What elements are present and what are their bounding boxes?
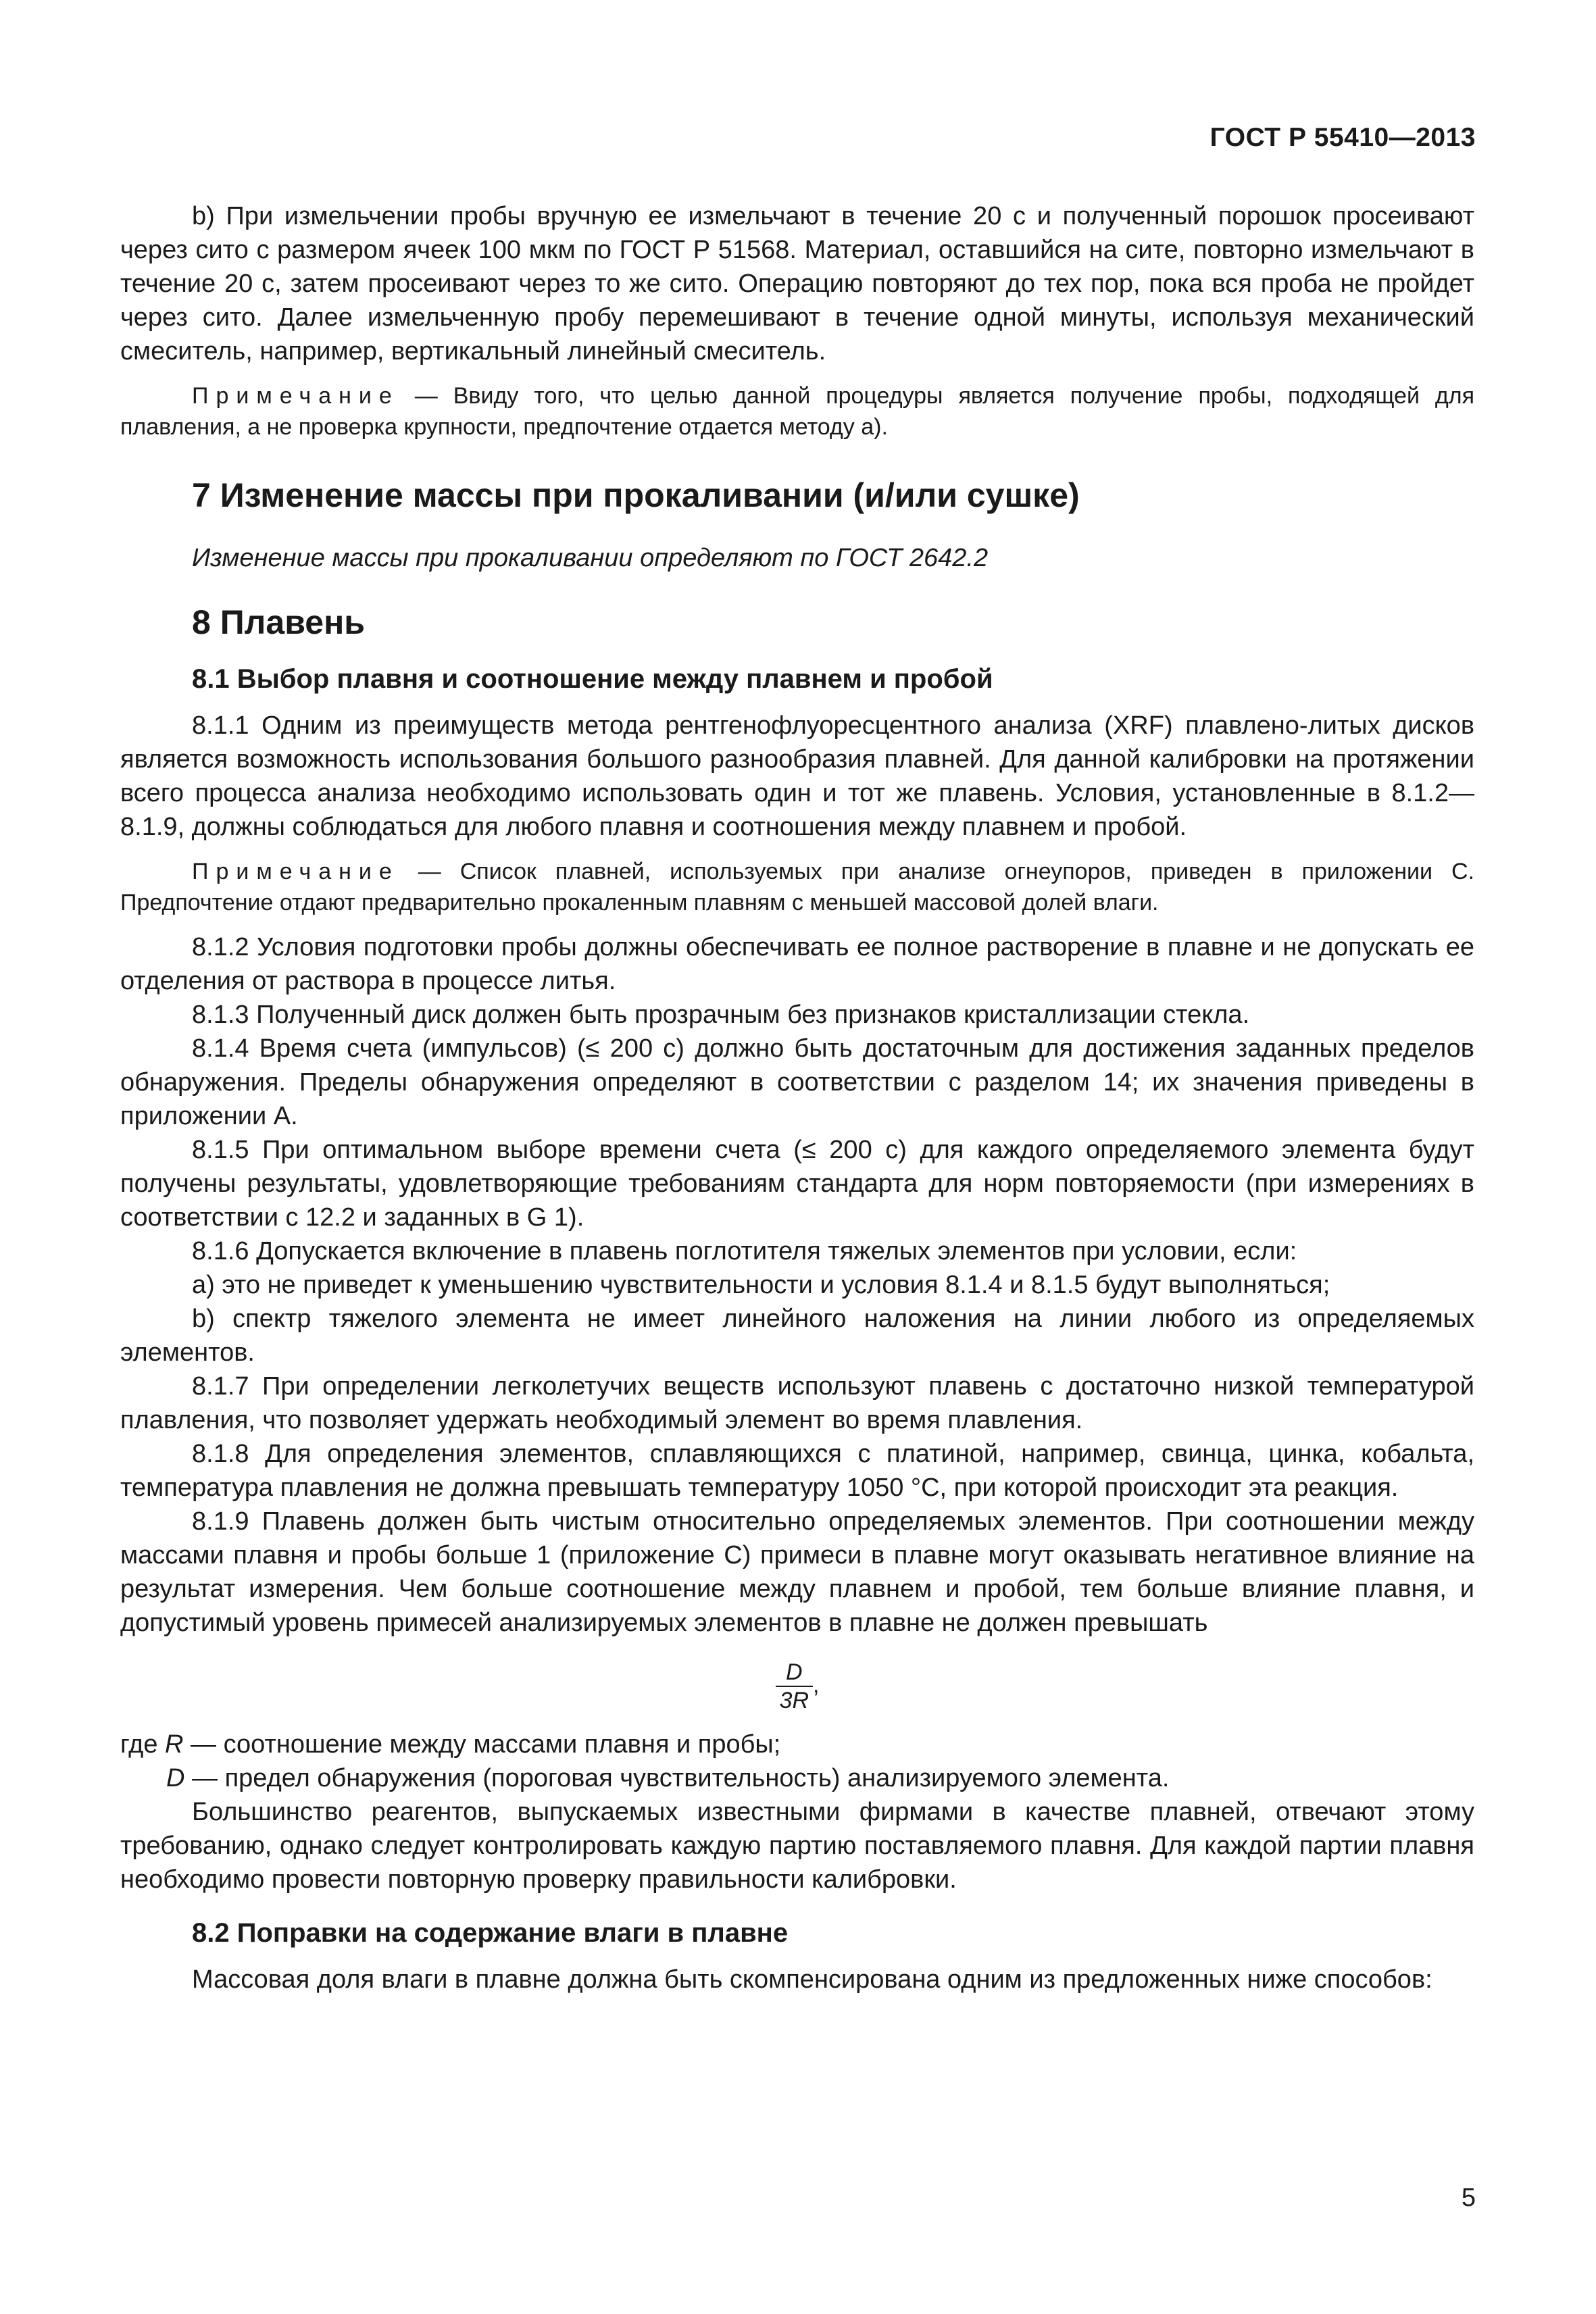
where-d-line: [120, 1761, 1474, 1795]
paragraph-8-1-6-a: а) это не приведет к уменьшению чувствительности и условия 8.1.4 и 8.1.5 будут выполняться;: [192, 1271, 1330, 1299]
subsection-8-1-title: 8.1 Выбор плавня и соотношение между плавнем и пробой: [192, 664, 993, 694]
section-7-text: Изменение массы при прокаливании определяют по ГОСТ 2642.2: [192, 544, 989, 572]
paragraph-8-1-9: 8.1.9 Плавень должен быть чистым относительно определяемых элементов. При соотношении между массами плавня и пробы больше 1 (приложение С) примеси в плавне могут оказывать негативное влияние на результат измерения. Чем больше соотношение между плавнем и пробой, тем больше влияние плавня, и допустимый уровень примесей анализируемых элементов в плавне не должен превышать: [120, 1507, 1474, 1637]
paragraph-b: b) При измельчении пробы вручную ее измельчают в течение 20 с и полученный порошок просеивают через сито с размером ячеек 100 мкм по ГОСТ Р 51568. Материал, оставшийся на сите, повторно измельчают в течение 20 с, затем просеивают через то же сито. Операцию повторяют до тех пор, пока вся проба не пройдет через сито. Далее измельченную пробу перемешивают в течение одной минуты, используя механический смеситель, например, вертикальный линейный смеситель.: [120, 202, 1474, 366]
formula-denominator: 3R: [779, 1688, 809, 1713]
formula-fraction: [776, 1659, 813, 1714]
note-label: Примечание: [192, 383, 399, 409]
note-1: [120, 380, 1474, 443]
paragraph-8-1-3: 8.1.3 Полученный диск должен быть прозрачным без признаков кристаллизации стекла.: [192, 1001, 1250, 1029]
paragraph-8-1-8: 8.1.8 Для определения элементов, сплавляющихся с платиной, например, свинца, цинка, кобальта, температура плавления не должна превышать температуру 1050 °С, при которой происходит эта реакция.: [120, 1440, 1474, 1502]
note-text: — Список плавней, используемых при анализе огнеупоров, приведен в приложении С. Предпочтение отдают предварительно прокаленным плавням с меньшей массовой долей влаги.: [120, 859, 1474, 915]
formula-numerator: D: [776, 1659, 813, 1687]
symbol-d: D: [166, 1764, 185, 1792]
where-d-text: — предел обнаружения (пороговая чувствительность) анализируемого элемента.: [184, 1764, 1170, 1792]
page-number: 5: [1461, 2184, 1476, 2212]
document-body: [120, 199, 1474, 1996]
where-prefix: где: [120, 1730, 166, 1759]
paragraph-8-1-6-b: b) спектр тяжелого элемента не имеет линейного наложения на линии любого из определяемых элементов.: [120, 1305, 1474, 1367]
paragraph-8-1-1: 8.1.1 Одним из преимуществ метода рентгенофлуоресцентного анализа (XRF) плавлено-литых дисков является возможность использования большого разнообразия плавней. Для данной калибровки на протяжении всего процесса анализа необходимо использовать один и тот же плавень. Условия, установленные в 8.1.2—8.1.9, должны соблюдаться для любого плавня и соотношения между плавнем и пробой.: [120, 711, 1474, 841]
note-text: — Ввиду того, что целью данной процедуры является получение пробы, подходящей для плавления, а не проверка крупности, предпочтение отдается методу а).: [120, 383, 1474, 440]
paragraph-reagents: Большинство реагентов, выпускаемых известными фирмами в качестве плавней, отвечают этому требованию, однако следует контролировать каждую партию поставляемого плавня. Для каждой партии плавня необходимо провести повторную проверку правильности калибровки.: [120, 1798, 1474, 1894]
symbol-r: R: [165, 1730, 184, 1759]
paragraph-8-1-7: 8.1.7 При определении легколетучих веществ используют плавень с достаточно низкой температурой плавления, что позволяет удержать необходимый элемент во время плавления.: [120, 1372, 1474, 1434]
paragraph-8-1-5: 8.1.5 При оптимальном выборе времени счета (≤ 200 с) для каждого определяемого элемента будут получены результаты, удовлетворяющие требованиям стандарта для норм повторяемости (при измерениях в соответствии с 12.2 и заданных в G 1).: [120, 1136, 1474, 1232]
where-r-line: [120, 1728, 1474, 1761]
standard-header: ГОСТ Р 55410—2013: [1210, 123, 1476, 152]
paragraph-8-1-4: 8.1.4 Время счета (импульсов) (≤ 200 с) должно быть достаточным для достижения заданных пределов обнаружения. Пределы обнаружения определяют в соответствии с разделом 14; их значения приведены в приложении А.: [120, 1034, 1474, 1130]
paragraph-8-2: Массовая доля влаги в плавне должна быть скомпенсирована одним из предложенных ниже способов:: [192, 1965, 1432, 1994]
section-8-title: 8 Плавень: [192, 603, 366, 641]
subsection-8-2-title: 8.2 Поправки на содержание влаги в плавне: [192, 1918, 789, 1948]
paragraph-8-1-2: 8.1.2 Условия подготовки пробы должны обеспечивать ее полное растворение в плавне и не допускать ее отделения от раствора в процессе литья.: [120, 933, 1474, 995]
note-label: Примечание: [192, 859, 399, 884]
formula-suffix: ,: [813, 1671, 820, 1698]
where-r-text: — соотношение между массами плавня и пробы;: [183, 1730, 781, 1759]
section-7-title: 7 Изменение массы при прокаливании (и/или сушке): [192, 476, 1080, 514]
note-2: [120, 856, 1474, 918]
formula: [120, 1659, 1474, 1714]
paragraph-8-1-6: 8.1.6 Допускается включение в плавень поглотителя тяжелых элементов при условии, если:: [192, 1237, 1297, 1265]
